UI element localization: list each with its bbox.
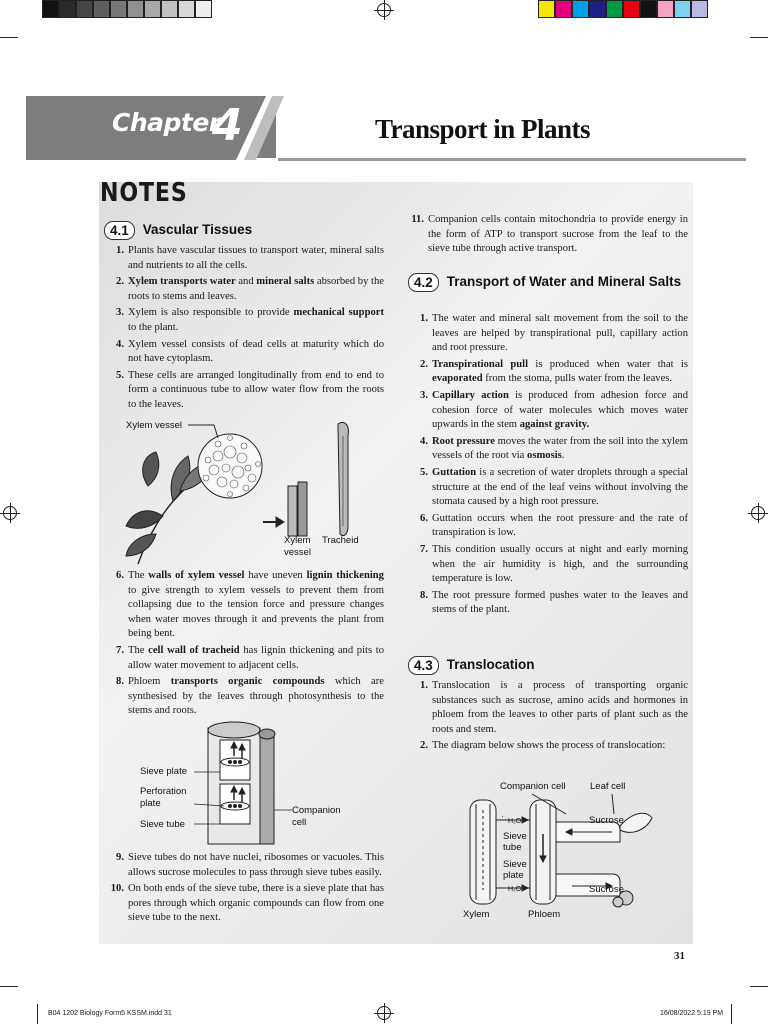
list-item xyxy=(412,435,688,464)
list-item xyxy=(108,275,384,304)
vascular-list-4 xyxy=(408,213,688,259)
label-sieve-plate-2: plate xyxy=(503,870,524,881)
label-sieve-tube-2: tube xyxy=(503,842,522,853)
color-swatch xyxy=(623,0,640,18)
label-xylem-vessel-3: vessel xyxy=(284,547,311,558)
color-swatch xyxy=(42,0,59,18)
color-swatch xyxy=(76,0,93,18)
item-text: Sieve tubes do not have nuclei, ribosomes or vacuoles. This allows sucrose molecules to pass through sieve tubes easily. xyxy=(128,852,384,878)
item-text: Xylem transports water and mineral salts absorbed by the roots to stems and leaves. xyxy=(128,276,384,302)
list-item xyxy=(408,213,688,257)
registration-mark-top xyxy=(377,3,391,17)
item-text: The diagram below shows the process of translocation: xyxy=(432,740,666,752)
item-number: 8. xyxy=(420,589,428,601)
list-item xyxy=(412,512,688,541)
chapter-label: Chapter xyxy=(112,108,221,137)
list-item xyxy=(108,644,384,673)
item-number: 4. xyxy=(420,435,428,447)
footer-file-info: B04 1202 Biology Form5 KSSM.indd 31 xyxy=(48,1010,172,1017)
label-sieve-plate-1: Sieve xyxy=(503,859,527,870)
item-text: The root pressure formed pushes water to the leaves and stems of the plant. xyxy=(432,589,688,616)
label-h2o-1: H₂O xyxy=(508,818,522,825)
color-swatch xyxy=(110,0,127,18)
list-item xyxy=(412,543,688,587)
crop-mark xyxy=(750,986,768,987)
label-phloem: Phloem xyxy=(528,909,561,920)
title-rule xyxy=(278,158,746,161)
item-number: 6. xyxy=(116,570,124,581)
item-text: On both ends of the sieve tube, there is a sieve plate that has pores through which organic compounds can flow from one sieve tube to the next. xyxy=(128,883,384,924)
item-number: 1. xyxy=(420,680,428,691)
color-swatch xyxy=(538,0,555,18)
item-text: Transpirational pull is produced when water that is evaporated from the stoma, pulls water from the leaves. xyxy=(432,358,688,385)
translocation-figure xyxy=(462,790,662,920)
item-number: 6. xyxy=(420,512,428,524)
item-text: Companion cells contain mitochondria to provide energy in the form of ATP to transport sucrose from the leaf to the sieve tube through active transport. xyxy=(428,214,688,255)
color-swatch xyxy=(59,0,76,18)
item-text: The cell wall of tracheid has lignin thickening and pits to allow water movement to adjacent cells. xyxy=(128,644,384,671)
section-number: 4.3 xyxy=(408,656,439,675)
label-xylem-vessel: Xylem vessel xyxy=(126,420,182,431)
item-number: 3. xyxy=(116,307,124,319)
list-item xyxy=(108,569,384,642)
color-swatch xyxy=(674,0,691,18)
item-text: Xylem vessel consists of dead cells at maturity which do not have cytoplasm. xyxy=(128,338,384,365)
registration-mark-bottom xyxy=(377,1006,391,1020)
label-sieve-tube: Sieve tube xyxy=(140,819,185,830)
section-title: Vascular Tissues xyxy=(142,222,253,237)
item-text: Guttation occurs when the root pressure and the rate of transpiration is low. xyxy=(432,512,688,539)
crop-mark xyxy=(0,37,18,38)
item-text: Guttation is a secretion of water droplets through a special structure at the end of the leaf veins without involving the stomata caused by a high root pressure. xyxy=(432,466,688,508)
item-text: Capillary action is produced from adhesion force and cohesion force of water molecules which moves water upwards in the stem against gravity. xyxy=(432,389,688,431)
list-item xyxy=(108,675,384,719)
label-xylem: Xylem xyxy=(463,909,490,920)
item-text: These cells are arranged longitudinally from end to end to form a continuous tube to allow water flow from the roots to the leaves. xyxy=(128,369,384,410)
item-text: Root pressure moves the water from the soil into the xylem vessels of the root via osmosis. xyxy=(432,435,688,462)
list-item xyxy=(108,851,384,880)
list-item xyxy=(412,389,688,433)
label-sucrose-2: Sucrose xyxy=(589,884,624,895)
item-text: The water and mineral salt movement from the soil to the leaves are helped by transpirational pull, capillary action and root pressure. xyxy=(432,313,688,354)
registration-mark-right xyxy=(751,506,765,520)
label-companion-cell-2: cell xyxy=(292,817,307,828)
color-swatch xyxy=(144,0,161,18)
page-number: 31 xyxy=(674,950,685,962)
transport-list xyxy=(412,312,688,620)
label-perforation-plate-1: Perforation xyxy=(140,786,187,797)
crop-mark xyxy=(0,986,18,987)
color-swatch xyxy=(195,0,212,18)
list-item xyxy=(108,882,384,926)
item-text: Plants have vascular tissues to transport water, mineral salts and nutrients to all the cells. xyxy=(128,245,384,271)
color-swatch xyxy=(691,0,708,18)
list-item xyxy=(412,466,688,510)
vascular-list-1 xyxy=(108,244,384,415)
vascular-list-3 xyxy=(108,851,384,928)
label-h2o-2: H₂O xyxy=(508,886,522,893)
list-item xyxy=(108,306,384,335)
color-swatch xyxy=(606,0,623,18)
notes-heading: NOTES xyxy=(100,178,188,208)
color-swatch xyxy=(640,0,657,18)
item-number: 4. xyxy=(116,338,124,350)
section-title: Translocation xyxy=(446,657,535,672)
color-swatch xyxy=(572,0,589,18)
list-item xyxy=(412,358,688,387)
list-item xyxy=(412,679,688,737)
item-text: Xylem is also responsible to provide mechanical support to the plant. xyxy=(128,307,384,333)
label-sucrose-1: Sucrose xyxy=(589,815,624,826)
item-number: 2. xyxy=(420,358,428,370)
list-item xyxy=(108,244,384,273)
color-swatch xyxy=(555,0,572,18)
vascular-list-2 xyxy=(108,569,384,721)
item-number: 1. xyxy=(420,313,428,324)
list-item xyxy=(108,369,384,413)
section-heading-4-3 xyxy=(408,656,535,675)
chapter-title: Transport in Plants xyxy=(375,114,591,144)
item-number: 3. xyxy=(420,389,428,401)
list-item xyxy=(108,338,384,367)
item-number: 8. xyxy=(116,676,124,688)
footer-timestamp: 16/08/2022 5:19 PM xyxy=(660,1010,724,1017)
item-number: 2. xyxy=(420,740,428,752)
section-heading-4-1 xyxy=(104,221,252,240)
color-swatch xyxy=(93,0,110,18)
section-number: 4.1 xyxy=(104,221,135,240)
list-item xyxy=(412,589,688,618)
crop-mark xyxy=(731,1004,732,1024)
item-text: This condition usually occurs at night and early morning when the air humidity is high, and the surrounding temperature is low. xyxy=(432,543,688,585)
label-companion-cell-1: Companion xyxy=(292,805,341,816)
color-swatch xyxy=(657,0,674,18)
translocation-list xyxy=(412,679,688,756)
color-swatch xyxy=(127,0,144,18)
label-leaf-cell: Leaf cell xyxy=(590,781,626,792)
item-number: 2. xyxy=(116,276,124,288)
item-number: 10. xyxy=(110,883,124,895)
label-sieve-tube-1: Sieve xyxy=(503,831,527,842)
item-text: Phloem transports organic compounds which are synthesised by the leaves through photosynthesis to the stems and roots. xyxy=(128,676,384,717)
item-number: 1. xyxy=(116,245,124,256)
item-number: 9. xyxy=(116,852,124,863)
item-text: The walls of xylem vessel have uneven lignin thickening to give strength to xylem vessels to prevent them from collapsing due to the tension force and pressure changes when water moves through it and prevents the plant from being bent. xyxy=(128,570,384,640)
crop-mark xyxy=(37,1004,38,1024)
list-item xyxy=(412,312,688,356)
registration-mark-left xyxy=(3,506,17,520)
label-perforation-plate-2: plate xyxy=(140,798,161,809)
item-number: 7. xyxy=(116,644,124,656)
color-swatch xyxy=(178,0,195,18)
item-number: 5. xyxy=(116,369,124,381)
section-number: 4.2 xyxy=(408,273,439,292)
item-number: 7. xyxy=(420,543,428,555)
label-sieve-plate: Sieve plate xyxy=(140,766,188,777)
crop-mark xyxy=(750,37,768,38)
item-text: Translocation is a process of transporting organic substances such as sucrose, amino acids and hormones in phloem from the leaves to other parts of plant such as the roots and stem. xyxy=(432,680,688,735)
phloem-figure xyxy=(190,720,300,848)
chapter-number: 4 xyxy=(212,100,243,151)
label-companion-cell: Companion cell xyxy=(500,781,566,792)
label-tracheid: Tracheid xyxy=(322,535,359,546)
list-item xyxy=(412,739,688,754)
section-heading-4-2 xyxy=(408,273,688,292)
color-swatch xyxy=(161,0,178,18)
item-number: 5. xyxy=(420,466,428,478)
section-title: Transport of Water and Mineral Salts xyxy=(446,274,682,289)
item-number: 11. xyxy=(411,214,424,225)
label-xylem-vessel-2: Xylem xyxy=(284,535,311,546)
color-swatch xyxy=(589,0,606,18)
